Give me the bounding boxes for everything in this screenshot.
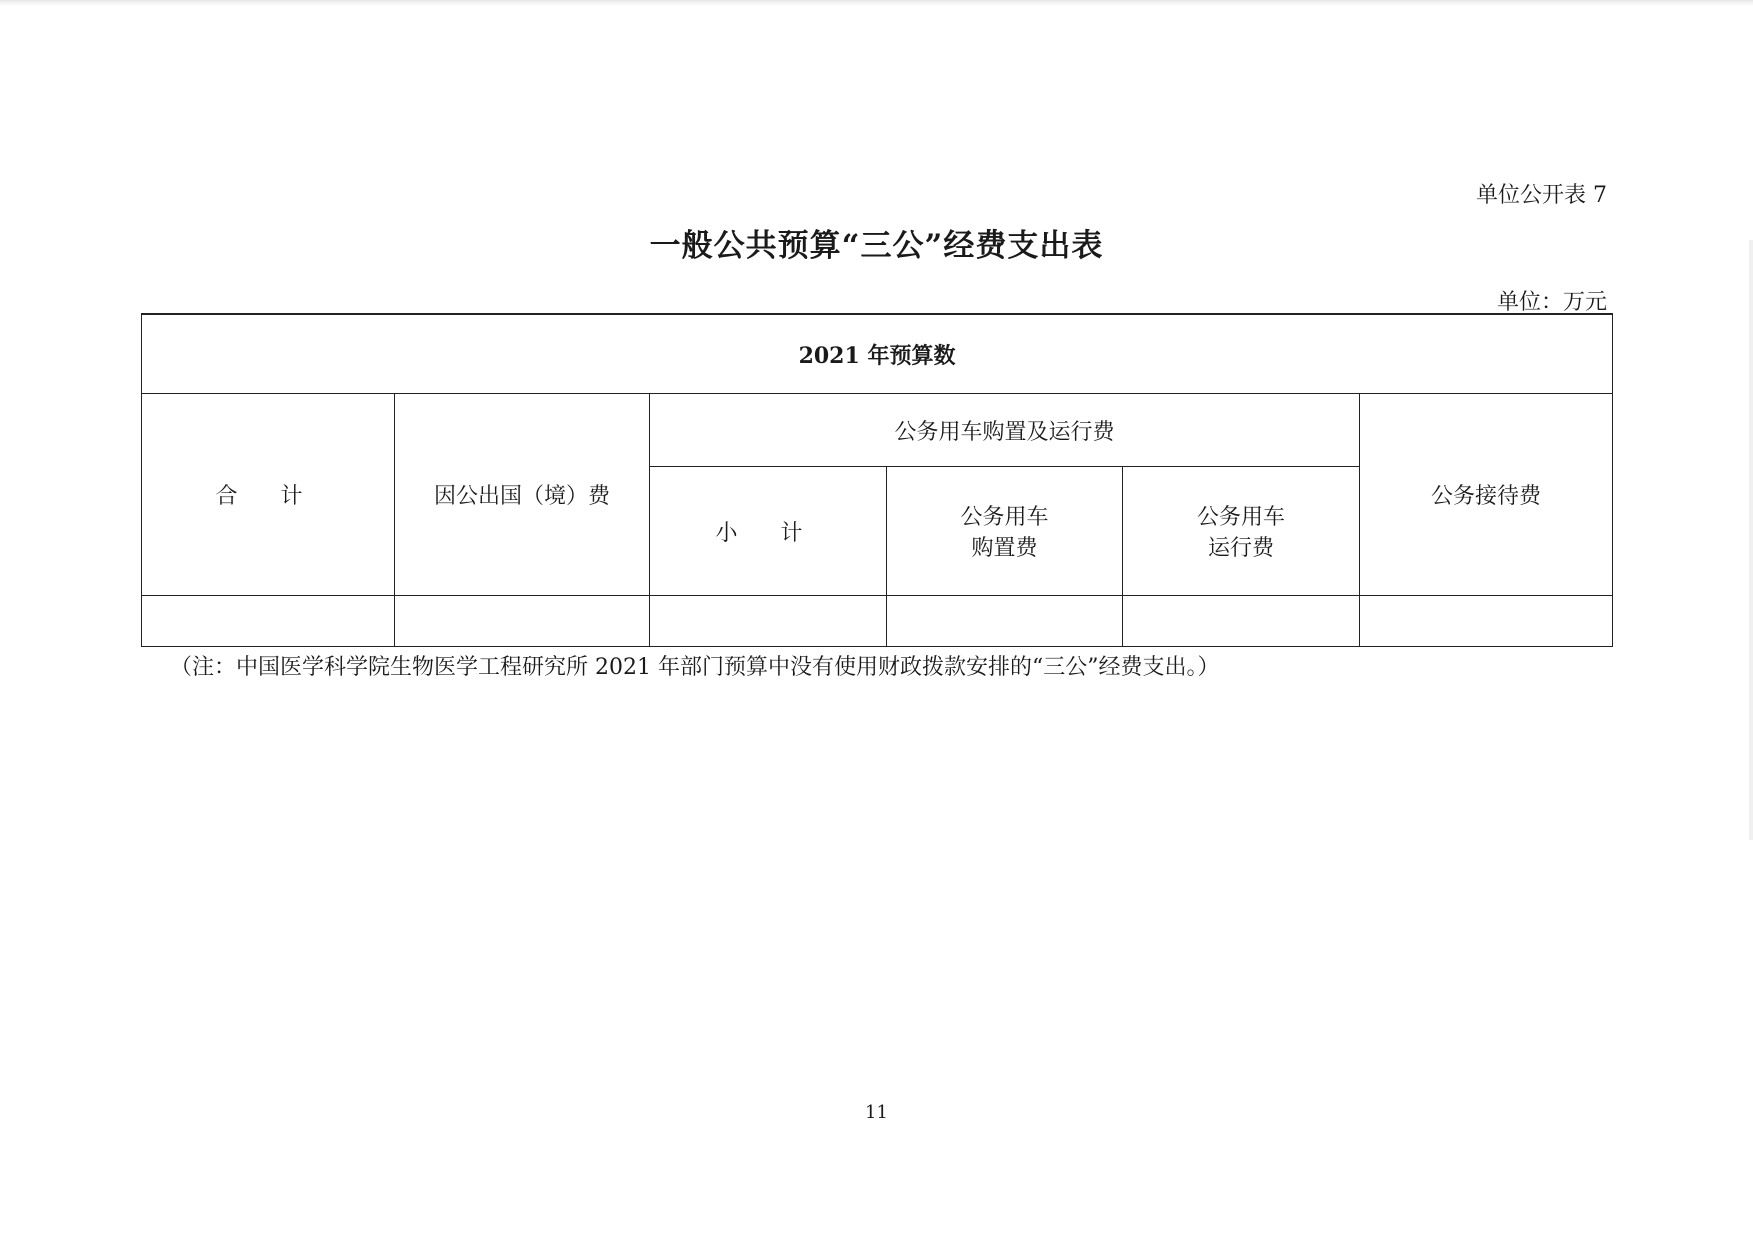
column-header-reception: 公务接待费 bbox=[1360, 394, 1613, 596]
cell-total bbox=[142, 596, 395, 647]
page-number: 11 bbox=[865, 1102, 888, 1123]
vehicle-purchase-line1: 公务用车 bbox=[960, 505, 1049, 530]
cell-reception bbox=[1360, 596, 1613, 647]
cell-overseas bbox=[395, 596, 650, 647]
cell-vehicle-operation bbox=[1123, 596, 1360, 647]
vehicle-operation-line1: 公务用车 bbox=[1196, 505, 1285, 530]
column-header-vehicle-operation bbox=[1123, 467, 1360, 596]
year-header: 2021 年预算数 bbox=[142, 314, 1613, 394]
unit-label: 单位：万元 bbox=[1496, 290, 1607, 315]
column-header-overseas: 因公出国（境）费 bbox=[395, 394, 650, 596]
scan-edge bbox=[1749, 240, 1753, 840]
vehicle-operation-line2: 运行费 bbox=[1207, 536, 1274, 561]
column-header-total: 合 计 bbox=[142, 394, 395, 596]
form-id-label: 单位公开表 7 bbox=[1476, 183, 1607, 208]
cell-vehicle-subtotal bbox=[650, 596, 887, 647]
table-row bbox=[142, 596, 1613, 647]
column-header-vehicle-group: 公务用车购置及运行费 bbox=[650, 394, 1360, 467]
page-title: 一般公共预算“三公”经费支出表 bbox=[649, 228, 1104, 264]
cell-vehicle-purchase bbox=[887, 596, 1123, 647]
budget-table bbox=[141, 313, 1613, 647]
vehicle-purchase-line2: 购置费 bbox=[971, 536, 1038, 561]
column-header-vehicle-subtotal: 小 计 bbox=[650, 467, 887, 596]
footnote: （注：中国医学科学院生物医学工程研究所 2021 年部门预算中没有使用财政拨款安排的“三公”经费支出。） bbox=[170, 655, 1220, 680]
column-header-vehicle-purchase bbox=[887, 467, 1123, 596]
scan-edge bbox=[0, 0, 1753, 6]
